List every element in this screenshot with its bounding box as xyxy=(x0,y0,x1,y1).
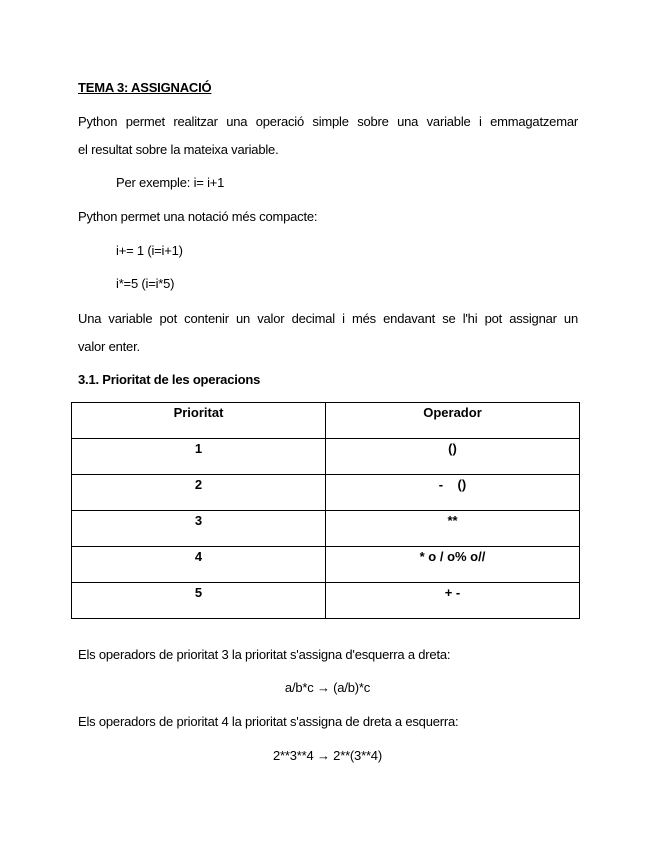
table-row xyxy=(72,439,580,475)
code-example-1: i+= 1 (i=i+1) xyxy=(116,243,183,258)
table-cell-priority: 4 xyxy=(72,547,326,583)
table-cell-operator: + - xyxy=(326,583,580,619)
table-cell-priority: 5 xyxy=(72,583,326,619)
table-row xyxy=(72,547,580,583)
paragraph-1-line-1: Python permet realitzar una operació simple sobre una variable i emmagatzemar xyxy=(78,114,578,129)
table-row xyxy=(72,511,580,547)
priority-table xyxy=(71,402,580,619)
table-cell-operator: - () xyxy=(326,475,580,511)
code-example-2: i*=5 (i=i*5) xyxy=(116,276,175,291)
paragraph-3-line-1: Una variable pot contenir un valor decimal i més endavant se l'hi pot assignar un xyxy=(78,311,578,326)
paragraph-1-line-2: el resultat sobre la mateixa variable. xyxy=(78,142,279,157)
table-cell-operator: ** xyxy=(326,511,580,547)
table-header-row xyxy=(72,403,580,439)
table-cell-priority: 1 xyxy=(72,439,326,475)
table-header-priority: Prioritat xyxy=(72,403,326,439)
section-heading: 3.1. Prioritat de les operacions xyxy=(78,372,261,387)
paragraph-3-line-2: valor enter. xyxy=(78,339,140,354)
table-cell-priority: 3 xyxy=(72,511,326,547)
table-row xyxy=(72,475,580,511)
paragraph-2: Python permet una notació més compacte: xyxy=(78,209,318,224)
table-cell-priority: 2 xyxy=(72,475,326,511)
table-cell-operator: () xyxy=(326,439,580,475)
page-title: TEMA 3: ASSIGNACIÓ xyxy=(78,80,212,95)
formula-2: 2**3**4 → 2**(3**4) xyxy=(273,748,382,763)
paragraph-5: Els operadors de prioritat 4 la prioritat s'assigna de dreta a esquerra: xyxy=(78,714,459,729)
table-row xyxy=(72,583,580,619)
example-text: Per exemple: i= i+1 xyxy=(116,175,225,190)
formula-1: a/b*c → (a/b)*c xyxy=(284,680,371,695)
paragraph-4: Els operadors de prioritat 3 la prioritat s'assigna d'esquerra a dreta: xyxy=(78,647,451,662)
table-cell-operator: * o / o% o// xyxy=(326,547,580,583)
table-header-operator: Operador xyxy=(326,403,580,439)
